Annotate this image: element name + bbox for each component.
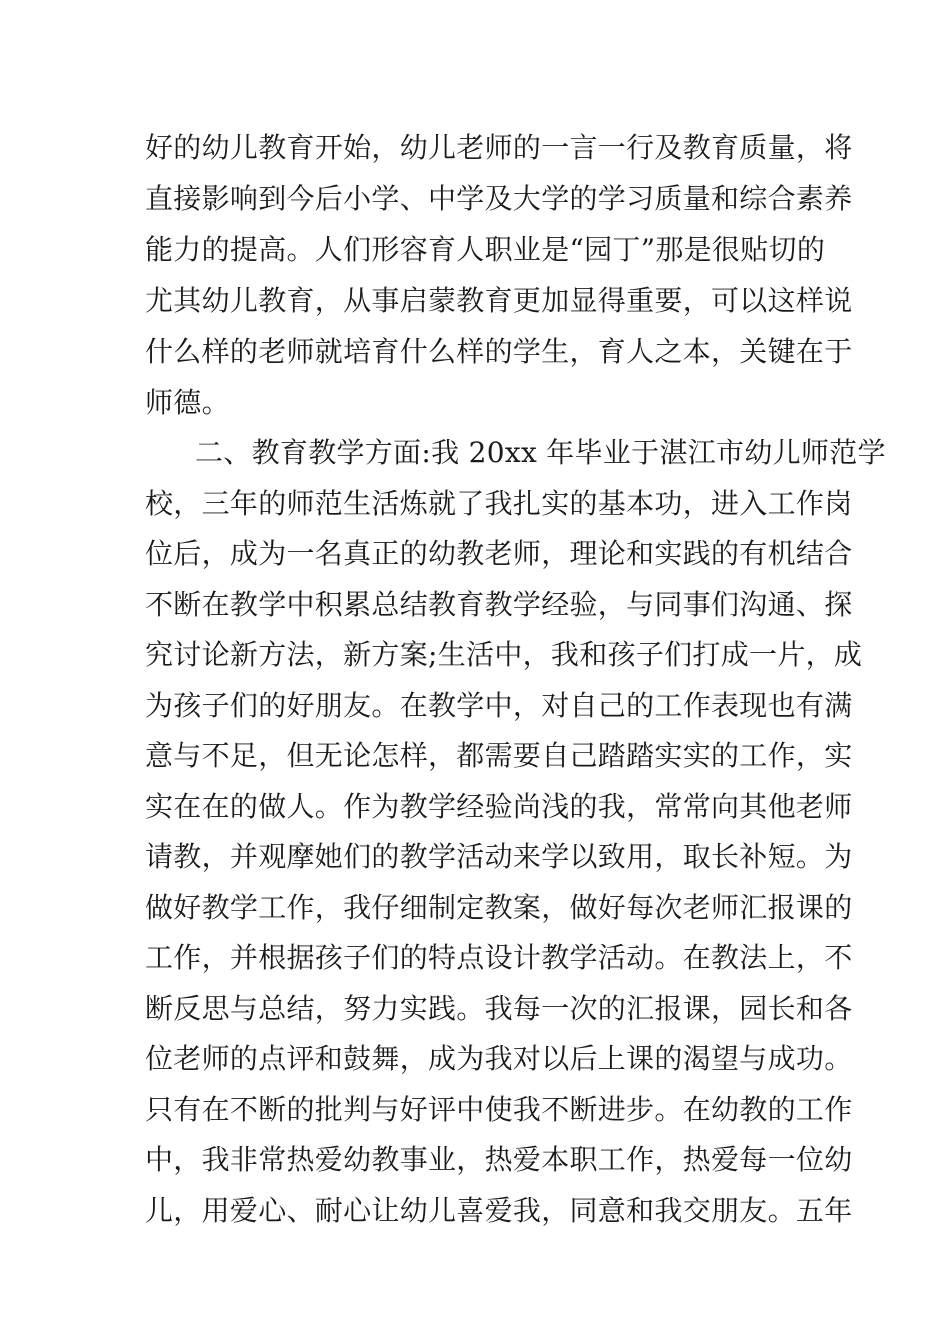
text-line: 直接影响到今后小学、中学及大学的学习质量和综合素养 <box>145 182 853 215</box>
text-line: 只有在不断的批判与好评中使我不断进步。在幼教的工作 <box>145 1093 853 1126</box>
text-line: 为孩子们的好朋友。在教学中，对自己的工作表现也有满 <box>145 689 853 722</box>
text-line: 位后，成为一名真正的幼教老师，理论和实践的有机结合 <box>145 537 853 570</box>
text-line: 工作，并根据孩子们的特点设计教学活动。在教法上，不 <box>145 941 853 974</box>
text-line: 位老师的点评和鼓舞，成为我对以后上课的渴望与成功。 <box>145 1042 853 1075</box>
text-line: 做好教学工作，我仔细制定教案，做好每次老师汇报课的 <box>145 891 853 924</box>
text-line: 意与不足，但无论怎样，都需要自己踏踏实实的工作，实 <box>145 739 853 772</box>
text-line: 儿，用爱心、耐心让幼儿喜爱我，同意和我交朋友。五年 <box>145 1194 853 1227</box>
text-line: 师德。 <box>145 386 230 419</box>
text-line: 实在在的做人。作为教学经验尚浅的我，常常向其他老师 <box>145 790 853 823</box>
text-line: 请教，并观摩她们的教学活动来学以致用，取长补短。为 <box>145 840 853 873</box>
text-line: 中，我非常热爱幼教事业，热爱本职工作，热爱每一位幼 <box>145 1143 853 1176</box>
text-line: 校，三年的师范生活炼就了我扎实的基本功，进入工作岗 <box>145 487 853 520</box>
text-line: 不断在教学中积累总结教育教学经验，与同事们沟通、探 <box>145 588 853 621</box>
text-line: 断反思与总结，努力实践。我每一次的汇报课，园长和各 <box>145 992 853 1025</box>
paragraph-heading-line: 二、教育教学方面:我 20xx 年毕业于湛江市幼儿师范学 <box>195 436 886 469</box>
text-line: 好的幼儿教育开始，幼儿老师的一言一行及教育质量，将 <box>145 131 853 164</box>
text-line: 究讨论新方法，新方案;生活中，我和孩子们打成一片，成 <box>145 638 863 671</box>
text-line: 什么样的老师就培育什么样的学生，育人之本，关键在于 <box>145 335 853 368</box>
text-line: 能力的提高。人们形容育人职业是“园丁”那是很贴切的 <box>145 233 826 266</box>
text-line: 尤其幼儿教育，从事启蒙教育更加显得重要，可以这样说 <box>145 284 853 317</box>
